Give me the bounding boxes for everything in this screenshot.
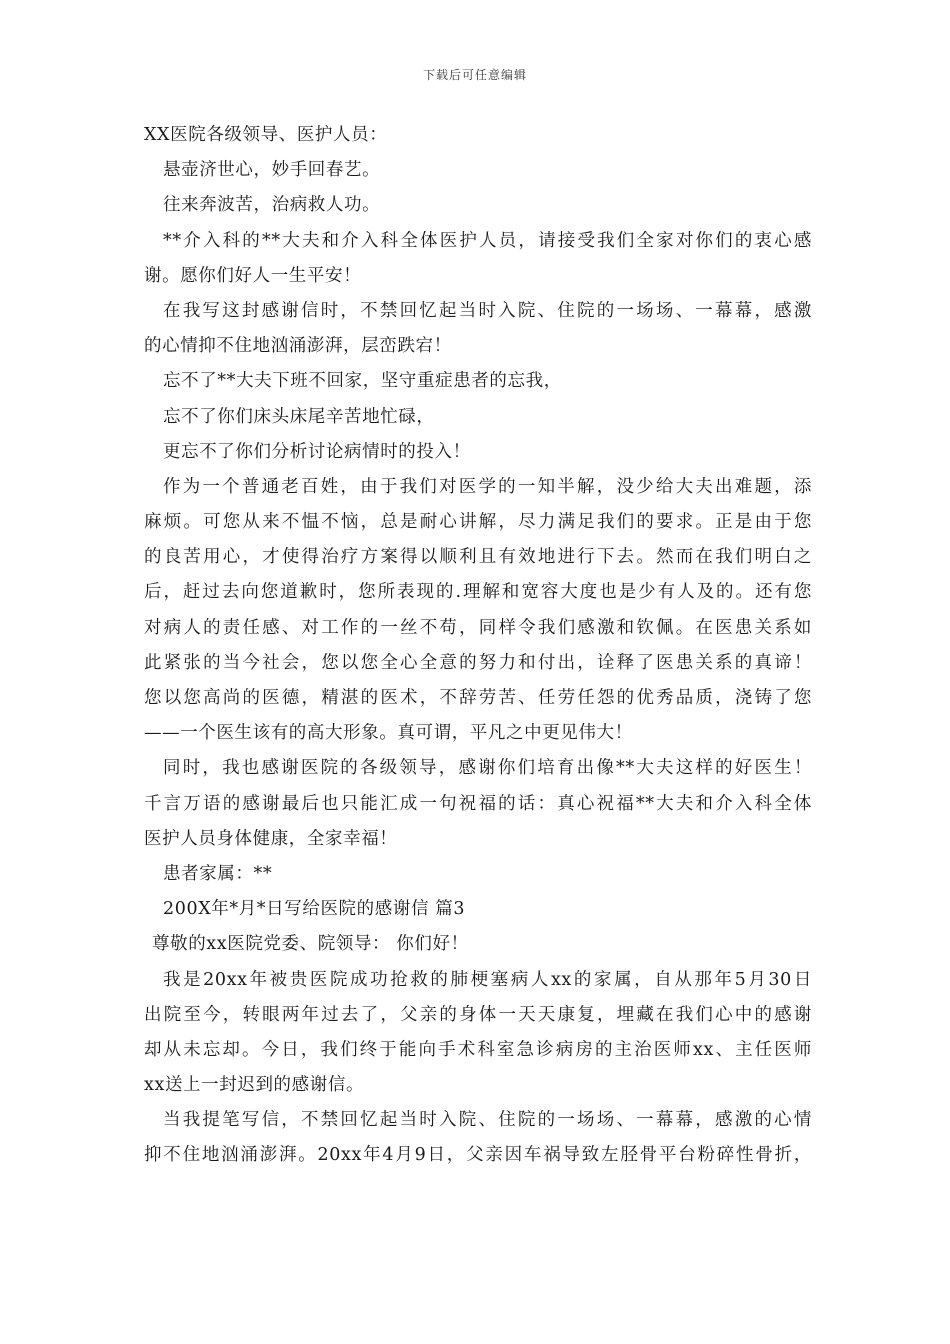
- text-line: 谢。愿你们好人一生平安！: [144, 265, 362, 286]
- text-line: ——一个医生该有的高大形象。真可谓，平凡之中更见伟大！: [144, 723, 633, 744]
- document-body: [144, 118, 812, 1174]
- section-title: 200X年*月*日写给医院的感谢信 篇3: [163, 899, 466, 920]
- text-line: 同时，我也感谢医院的各级领导，感谢你们培育出像**大夫这样的好医生！: [163, 758, 812, 779]
- text-line: 抑不住地汹涌澎湃。20xx年4月9日，父亲因车祸导致左胫骨平台粉碎性骨折，: [144, 1145, 812, 1166]
- text-line: 的良苦用心，才使得治疗方案得以顺利且有效地进行下去。然而在我们明白之: [144, 547, 812, 568]
- text-line: 千言万语的感谢最后也只能汇成一句祝福的话：真心祝福**大夫和介入科全体: [144, 793, 812, 814]
- text-line: **介入科的**大夫和介入科全体医护人员，请接受我们全家对你们的衷心感: [163, 230, 812, 251]
- text-line: 忘不了你们床头床尾辛苦地忙碌，: [163, 406, 435, 427]
- text-line: 却从未忘却。今日，我们终于能向手术科室急诊病房的主治医师xx、主任医师: [144, 1039, 812, 1060]
- text-line: 更忘不了你们分析讨论病情时的投入！: [163, 441, 471, 462]
- text-line: 作为一个普通老百姓，由于我们对医学的一知半解，没少给大夫出难题，添: [163, 476, 812, 497]
- text-line: 我是20xx年被贵医院成功抢救的肺梗塞病人xx的家属，自从那年5月30日: [163, 969, 812, 990]
- text-line: 的心情抑不住地汹涌澎湃，层峦跌宕！: [144, 336, 452, 357]
- text-line: 您以您高尚的医德，精湛的医术，不辞劳苦、任劳任怨的优秀品质，浇铸了您: [144, 688, 812, 708]
- salutation-line: 尊敬的xx医院党委、院领导： 你们好！: [152, 934, 469, 955]
- text-line: 医护人员身体健康，全家幸福！: [144, 828, 398, 849]
- text-line: 忘不了**大夫下班不回家，坚守重症患者的忘我，: [163, 371, 562, 392]
- text-line: 出院至今，转眼两年过去了，父亲的身体一天天康复，埋藏在我们心中的感谢: [144, 1004, 812, 1025]
- text-line: 在我写这封感谢信时，不禁回忆起当时入院、住院的一场场、一幕幕，感激: [163, 300, 812, 321]
- text-line: 麻烦。可您从来不愠不恼，总是耐心讲解，尽力满足我们的要求。正是由于您: [144, 512, 812, 533]
- salutation-line: XX医院各级领导、医护人员：: [144, 125, 388, 145]
- text-line: 后，赶过去向您道歉时，您所表现的.理解和宽容大度也是少有人及的。还有您: [144, 582, 812, 603]
- text-line: xx送上一封迟到的感谢信。: [144, 1075, 365, 1096]
- text-line: 对病人的责任感、对工作的一丝不苟，同样令我们感激和钦佩。在医患关系如: [144, 617, 812, 638]
- couplet-line: 往来奔波苦，治病救人功。: [163, 195, 381, 216]
- text-line: 当我提笔写信，不禁回忆起当时入院、住院的一场场、一幕幕，感激的心情: [163, 1110, 812, 1131]
- signature-line: 患者家属：**: [163, 863, 273, 884]
- page-header: 下载后可任意编辑: [422, 68, 527, 82]
- couplet-line: 悬壶济世心，妙手回春艺。: [163, 160, 381, 181]
- text-line: 此紧张的当今社会，您以您全心全意的努力和付出，诠释了医患关系的真谛！: [144, 652, 812, 673]
